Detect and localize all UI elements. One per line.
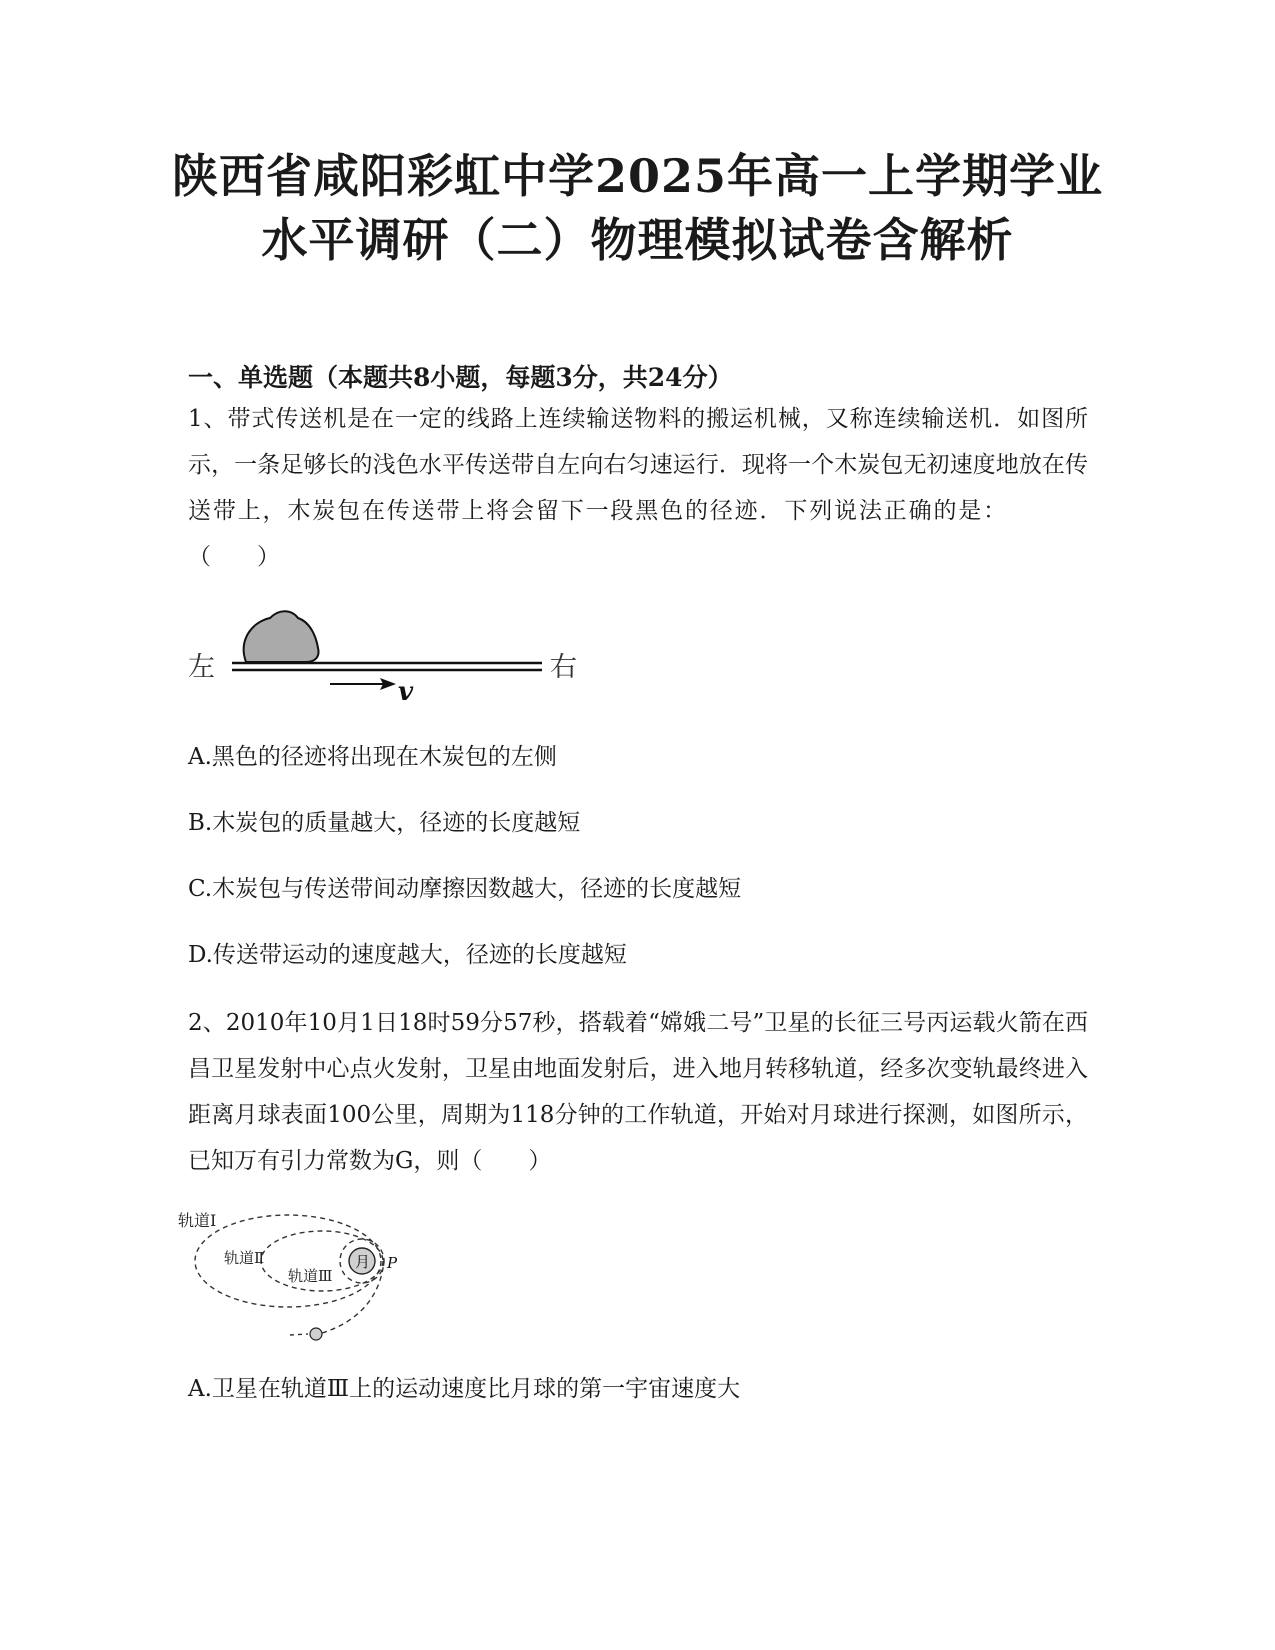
- moon-label: 月: [355, 1253, 371, 1271]
- option-1d: D.传送带运动的速度越大，径迹的长度越短: [188, 942, 627, 968]
- question-1-stem: 1、带式传送机是在一定的线路上连续输送物料的搬运机械，又称连续输送机．如图所示，一条足够长的浅色水平传送带自左向右匀速运行．现将一个木炭包无初速度地放在传送带上，木炭包在传送带上将会留下一段黑色的径迹．下列说法正确的是：: [188, 406, 1088, 524]
- option-1c: C.木炭包与传送带间动摩擦因数越大，径迹的长度越短: [188, 876, 742, 902]
- section-heading: 一、单选题（本题共8小题，每题3分，共24分）: [188, 363, 733, 392]
- option-2a: A.卫星在轨道Ⅲ上的运动速度比月球的第一宇宙速度大: [188, 1376, 741, 1402]
- left-label: 左: [188, 652, 215, 683]
- question-1-answer-blank: （ ）: [188, 544, 280, 570]
- document-title-line2: 水平调研（二）物理模拟试卷含解析: [261, 213, 1014, 267]
- question-1-text: [188, 396, 1088, 580]
- option-1a: A.黑色的径迹将出现在木炭包的左侧: [188, 744, 557, 770]
- velocity-label: v: [398, 677, 414, 707]
- orbit-2-label: 轨道Ⅱ: [224, 1249, 265, 1267]
- orbit-1-label: 轨道Ⅰ: [178, 1211, 217, 1230]
- document-title-line1: 陕西省咸阳彩虹中学2025年高一上学期学业: [171, 149, 1104, 203]
- point-p-label: P: [387, 1254, 398, 1272]
- lunar-orbit-figure: [174, 1205, 414, 1345]
- option-1b: B.木炭包的质量越大，径迹的长度越短: [188, 810, 581, 836]
- charcoal-package: [244, 611, 319, 662]
- right-label: 右: [550, 652, 577, 683]
- earth-trail: [290, 1334, 308, 1335]
- conveyor-belt-figure: [180, 600, 600, 710]
- question-2-text: 2、2010年10月1日18时59分57秒，搭载着“嫦娥二号”卫星的长征三号丙运载火箭在西昌卫星发射中心点火发射，卫星由地面发射后，进入地月转移轨道，经多次变轨最终进入距离月球表面100公里，周期为118分钟的工作轨道，开始对月球进行探测，如图所示，已知万有引力常数为G，则（ ）: [188, 1010, 1088, 1174]
- orbit-3-label: 轨道Ⅲ: [288, 1267, 333, 1285]
- earth-icon: [310, 1328, 322, 1340]
